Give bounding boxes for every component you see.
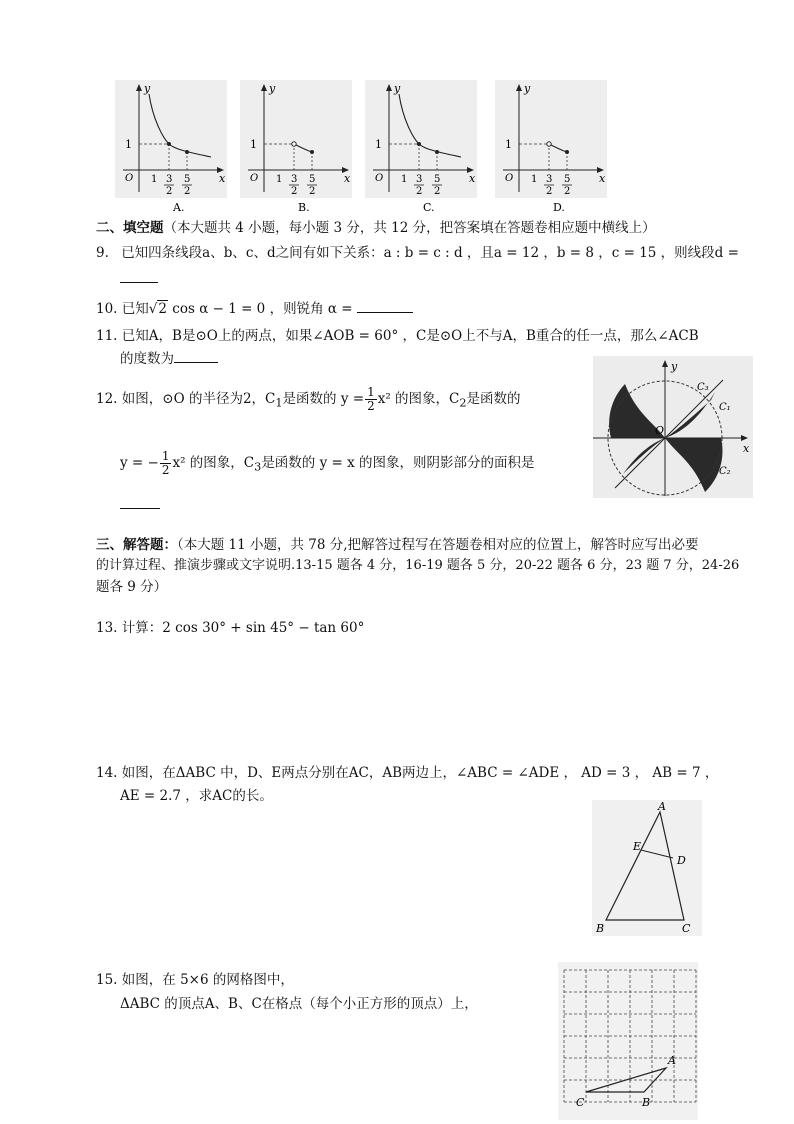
graph-options-svg xyxy=(115,80,615,215)
q12-c3-label: C₃ xyxy=(697,382,709,393)
q9-text: 已知四条线段a、b、c、d之间有如下关系：a : b = c : d ，且a = 12 ，b = 8 ，c = 15 ，则线段d = xyxy=(121,245,739,261)
question-9 xyxy=(96,243,739,263)
tick-five-num: 5 xyxy=(309,174,316,185)
tick-five-den: 2 xyxy=(564,186,571,197)
tick-three-den: 2 xyxy=(166,186,173,197)
q12-sub-2: 2 xyxy=(459,396,467,410)
y-label: y xyxy=(144,82,151,95)
q12-y-label: y xyxy=(671,360,678,373)
question-13 xyxy=(96,618,364,638)
q13-text: 计算：2 cos 30° + sin 45° − tan 60° xyxy=(121,620,365,636)
q15-label-b: B xyxy=(642,1096,651,1109)
q12-text-1: 如图，⊙O 的半径为2，C xyxy=(121,391,276,407)
q14-figure-svg xyxy=(592,800,702,936)
y-label: y xyxy=(394,82,401,95)
tick-three-num: 3 xyxy=(546,174,553,185)
question-12-cont xyxy=(120,450,535,478)
q10-answer-blank[interactable] xyxy=(357,298,413,313)
origin-label: O xyxy=(375,173,384,184)
q9-answer-blank[interactable] xyxy=(120,268,158,283)
tick-three-num: 3 xyxy=(416,174,423,185)
x-label: x xyxy=(469,172,476,185)
x-label: x xyxy=(344,172,351,185)
graph-options xyxy=(115,80,615,215)
q12-number: 12. xyxy=(96,391,118,407)
q12-text-6: x² 的图象，C xyxy=(172,455,255,471)
q14-label-d: D xyxy=(677,854,686,867)
q12-c1-label: C₁ xyxy=(719,402,731,413)
q10-sqrt-value: 2 xyxy=(158,301,167,317)
tick-three-den: 2 xyxy=(546,186,553,197)
section3-line2-row xyxy=(96,556,739,576)
q14-label-a: A xyxy=(658,800,666,813)
q14-line2: AE = 2.7 ，求AC的长。 xyxy=(120,788,273,804)
q15-line1: 如图，在 5×6 的网格图中， xyxy=(121,972,294,988)
q12-text-2: 是函数的 y = xyxy=(282,391,365,407)
x-label: x xyxy=(599,172,606,185)
x-label: x xyxy=(219,172,226,185)
option-letter: B. xyxy=(298,201,310,214)
tick-three-den: 2 xyxy=(416,186,423,197)
tick-one: 1 xyxy=(531,174,538,185)
q15-figure xyxy=(558,962,698,1120)
q11-line1: 已知A，B是⊙O上的两点，如果∠AOB = 60° ，C是⊙O上不与A，B重合的任一点，那么∠ACB xyxy=(121,328,699,344)
q10-pre: 已知 xyxy=(121,301,149,317)
graph-option-3 xyxy=(365,80,477,214)
tick-three-den: 2 xyxy=(291,186,298,197)
origin-label: O xyxy=(250,173,259,184)
graph-option-2 xyxy=(240,80,352,214)
q12-x-label: x xyxy=(743,442,750,455)
section3-header xyxy=(96,535,699,555)
question-12 xyxy=(96,386,521,414)
y-one-label: 1 xyxy=(125,138,132,151)
q12-fraction-2: $\frac{1}{2}$ xyxy=(161,449,170,477)
section3-line1: （本大题 11 小题，共 78 分,把解答过程写在答题卷相对应的位置上，解答时应写出必要 xyxy=(177,537,699,553)
tick-five-den: 2 xyxy=(434,186,441,197)
q14-label-e: E xyxy=(633,840,642,853)
q12-text-3: x² 的图象，C xyxy=(377,391,460,407)
q14-line1: 如图，在ΔABC 中，D、E两点分别在AC，AB两边上，∠ABC = ∠ADE ， AD = 3 ， AB = 7 ， xyxy=(121,765,719,781)
section3-line2: 的计算过程、推演步骤或文字说明.13-15 题各 4 分，16-19 题各 5 分，20-22 题各 6 分，23 题 7 分，24-26 xyxy=(96,558,740,573)
q15-number: 15. xyxy=(96,972,118,988)
q12-c2-label: C₂ xyxy=(719,466,731,477)
q10-number: 10. xyxy=(96,301,118,317)
y-label: y xyxy=(524,82,531,95)
y-one-label: 1 xyxy=(250,138,257,151)
q14-label-b: B xyxy=(596,922,605,935)
option-letter: A. xyxy=(173,201,185,214)
section3-heading: 三、解答题： xyxy=(96,537,177,553)
section2-header xyxy=(96,218,656,238)
question-14 xyxy=(96,763,718,783)
q15-label-a: A xyxy=(668,1054,676,1067)
section2-heading: 二、填空题 xyxy=(96,220,164,236)
q15-line2: ΔABC 的顶点A、B、C在格点（每个小正方形的顶点）上， xyxy=(120,996,478,1012)
q12-text-5: y = − xyxy=(120,455,159,471)
q12-answer-blank[interactable] xyxy=(120,494,160,509)
section3-line3: 题各 9 分） xyxy=(96,579,168,595)
question-10: 10. 已知√2 cos α − 1 = 0 ，则锐角 α = xyxy=(96,298,413,319)
q10-equation: cos α − 1 = 0 ，则锐角 α = xyxy=(172,301,353,317)
q15-figure-svg xyxy=(558,962,698,1120)
q11-answer-blank[interactable] xyxy=(174,348,218,363)
q12-fraction-1: $\frac{1}{2}$ xyxy=(367,385,375,413)
q11-line2: 的度数为 xyxy=(120,351,174,367)
tick-five-num: 5 xyxy=(434,174,441,185)
q12-text-7: 是函数的 y = x 的图象，则阴影部分的面积是 xyxy=(261,455,535,471)
question-14-cont xyxy=(120,786,273,806)
y-label: y xyxy=(269,82,276,95)
option-letter: D. xyxy=(553,201,565,214)
q14-number: 14. xyxy=(96,765,118,781)
section2-note: （本大题共 4 小题，每小题 3 分，共 12 分，把答案填在答题卷相应题中横线上） xyxy=(163,220,656,236)
tick-five-den: 2 xyxy=(309,186,316,197)
origin-label: O xyxy=(505,173,514,184)
q14-figure xyxy=(592,800,702,936)
tick-three-num: 3 xyxy=(291,174,298,185)
q13-number: 13. xyxy=(96,620,118,636)
graph-option-1 xyxy=(115,80,227,214)
tick-one: 1 xyxy=(276,174,283,185)
question-11 xyxy=(96,326,699,346)
question-15-cont xyxy=(120,994,478,1014)
q12-text-4: 是函数的 xyxy=(466,391,521,407)
option-letter: C. xyxy=(423,201,435,214)
q15-label-c: C xyxy=(576,1096,585,1109)
origin-label: O xyxy=(125,173,134,184)
tick-one: 1 xyxy=(401,174,408,185)
q14-label-c: C xyxy=(682,922,691,935)
q12-origin-label: O xyxy=(655,424,665,437)
tick-five-num: 5 xyxy=(184,174,191,185)
q12-sub-1: 1 xyxy=(275,396,283,410)
y-one-label: 1 xyxy=(375,138,382,151)
q12-sub-3: 3 xyxy=(254,460,262,474)
question-11-cont xyxy=(120,348,218,369)
q12-figure-svg xyxy=(593,356,753,498)
tick-one: 1 xyxy=(151,174,158,185)
question-15 xyxy=(96,970,294,990)
tick-five-den: 2 xyxy=(184,186,191,197)
section3-line3-row xyxy=(96,577,167,597)
q12-figure xyxy=(593,356,753,498)
graph-option-4 xyxy=(495,80,607,214)
y-one-label: 1 xyxy=(505,138,512,151)
q9-number: 9. xyxy=(96,245,109,261)
tick-three-num: 3 xyxy=(166,174,173,185)
q11-number: 11. xyxy=(96,328,118,344)
tick-five-num: 5 xyxy=(564,174,571,185)
